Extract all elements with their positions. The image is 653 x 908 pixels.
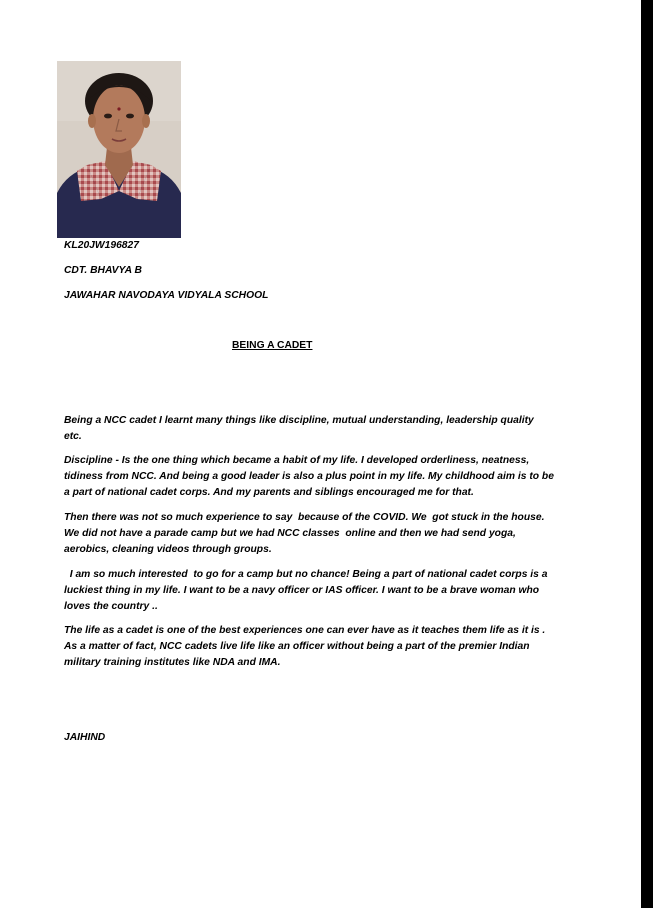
paragraph-5: The life as a cadet is one of the best experiences one can ever have as it teaches them life as it is . As a matter of fact, NCC cadets live life like an officer without being a part of the premier Indian military training institutes like NDA and IMA.	[64, 625, 546, 668]
cadet-name: CDT. BHAVYA B	[64, 265, 142, 276]
paragraph-4: I am so much interested to go for a camp but no chance! Being a part of national cadet corps is a luckiest thing in my life. I want to be a navy officer or IAS officer. I want to be a brave woman who loves the country ..	[64, 569, 548, 612]
school-name: JAWAHAR NAVODAYA VIDYALA SCHOOL	[64, 290, 269, 301]
paragraph-2: Discipline - Is the one thing which became a habit of my life. I developed orderliness, neatness, tidiness from NCC. And being a good leader is also a plus point in my life. My childhood aim is to be a part of national cadet corps. And my parents and siblings encouraged me for that.	[64, 455, 554, 498]
page-edge-bar	[641, 0, 653, 908]
closing-text: JAIHIND	[64, 732, 106, 743]
cadet-id: KL20JW196827	[64, 240, 139, 251]
paragraph-1: Being a NCC cadet I learnt many things like discipline, mutual understanding, leadership quality etc.	[64, 415, 534, 442]
cadet-portrait-image	[57, 61, 181, 238]
page-title: BEING A CADET	[232, 340, 313, 351]
paragraph-3: Then there was not so much experience to say because of the COVID. We got stuck in the house. We did not have a parade camp but we had NCC classes online and then we had send yoga, aerobics, cleaning videos through groups.	[64, 512, 545, 555]
cadet-photo	[57, 61, 181, 238]
